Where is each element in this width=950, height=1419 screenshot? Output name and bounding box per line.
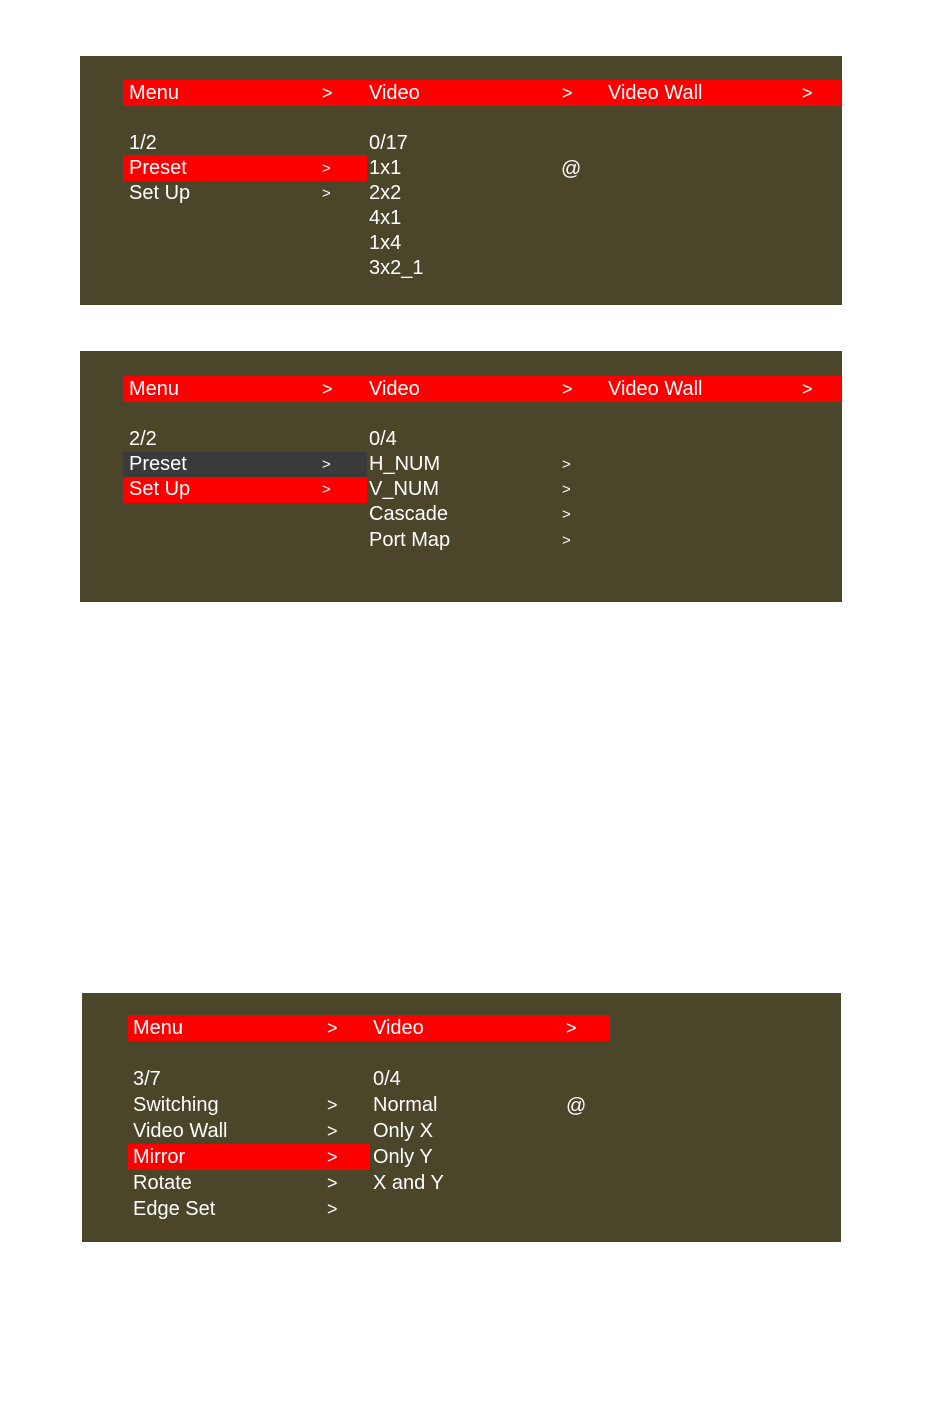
submenu-arrow-icon: >: [327, 1147, 338, 1167]
submenu-arrow-icon: >: [562, 506, 571, 523]
submenu-arrow-icon: >: [322, 185, 331, 202]
breadcrumb-arrow-icon: >: [322, 379, 333, 399]
breadcrumb-video-wall[interactable]: Video Wall: [608, 82, 703, 104]
menu-item-label: Preset: [129, 157, 187, 179]
submenu-arrow-icon: >: [322, 456, 331, 473]
breadcrumb-arrow-icon: >: [566, 1018, 577, 1038]
option-1x1[interactable]: 1x1: [369, 157, 402, 179]
option-v-num[interactable]: V_NUM: [369, 478, 440, 500]
selected-marker-icon: @: [561, 158, 582, 180]
breadcrumb-arrow-icon: >: [327, 1018, 338, 1038]
right-page-indicator: 0/4: [373, 1068, 401, 1090]
option-x-and-y[interactable]: X and Y: [373, 1172, 444, 1194]
submenu-arrow-icon: >: [322, 481, 331, 498]
breadcrumb-video-wall[interactable]: Video Wall: [608, 378, 703, 400]
option-normal[interactable]: Normal: [373, 1094, 438, 1116]
menu-panel-mirror: [82, 993, 841, 1242]
breadcrumb-arrow-icon: >: [562, 83, 573, 103]
selected-marker-icon: @: [566, 1095, 587, 1117]
menu-item-set-up[interactable]: Set Up: [129, 182, 191, 204]
breadcrumb-bar: [123, 80, 842, 106]
left-page-indicator: 2/2: [129, 428, 157, 450]
option-2x2[interactable]: 2x2: [369, 182, 402, 204]
option-only-x[interactable]: Only X: [373, 1120, 434, 1142]
breadcrumb-menu[interactable]: Menu: [133, 1017, 184, 1039]
menu-panel-video-wall-setup: [80, 351, 842, 602]
option-cascade[interactable]: Cascade: [369, 503, 448, 525]
breadcrumb-video[interactable]: Video: [369, 82, 420, 104]
submenu-arrow-icon: >: [327, 1121, 338, 1141]
submenu-arrow-icon: >: [327, 1173, 338, 1193]
left-page-indicator: 3/7: [133, 1068, 161, 1090]
menu-item-video-wall[interactable]: Video Wall: [133, 1120, 228, 1142]
submenu-arrow-icon: >: [327, 1095, 338, 1115]
option-only-y[interactable]: Only Y: [373, 1146, 433, 1168]
menu-item-label: Preset: [129, 453, 187, 475]
menu-item-switching[interactable]: Switching: [133, 1094, 219, 1116]
submenu-arrow-icon: >: [327, 1199, 338, 1219]
menu-panel-video-wall-preset: [80, 56, 842, 305]
menu-item-edge-set[interactable]: Edge Set: [133, 1198, 216, 1220]
option-1x4[interactable]: 1x4: [369, 232, 402, 254]
breadcrumb-arrow-icon: >: [562, 379, 573, 399]
breadcrumb-menu[interactable]: Menu: [129, 82, 180, 104]
breadcrumb-arrow-icon: >: [802, 379, 813, 399]
breadcrumb-menu[interactable]: Menu: [129, 378, 180, 400]
option-port-map[interactable]: Port Map: [369, 529, 451, 551]
option-h-num[interactable]: H_NUM: [369, 453, 441, 475]
submenu-arrow-icon: >: [562, 456, 571, 473]
breadcrumb-video[interactable]: Video: [369, 378, 420, 400]
breadcrumb-bar: [128, 1015, 610, 1041]
submenu-arrow-icon: >: [562, 481, 571, 498]
menu-item-label: Set Up: [129, 478, 191, 500]
menu-item-rotate[interactable]: Rotate: [133, 1172, 192, 1194]
left-page-indicator: 1/2: [129, 132, 157, 154]
breadcrumb-video[interactable]: Video: [373, 1017, 424, 1039]
breadcrumb-arrow-icon: >: [322, 83, 333, 103]
right-page-indicator: 0/17: [369, 132, 408, 154]
option-3x2-1[interactable]: 3x2_1: [369, 257, 424, 279]
breadcrumb-arrow-icon: >: [802, 83, 813, 103]
right-page-indicator: 0/4: [369, 428, 397, 450]
menu-item-label: Mirror: [133, 1146, 186, 1168]
submenu-arrow-icon: >: [322, 160, 331, 177]
breadcrumb-bar: [123, 376, 842, 402]
option-4x1[interactable]: 4x1: [369, 207, 402, 229]
submenu-arrow-icon: >: [562, 532, 571, 549]
